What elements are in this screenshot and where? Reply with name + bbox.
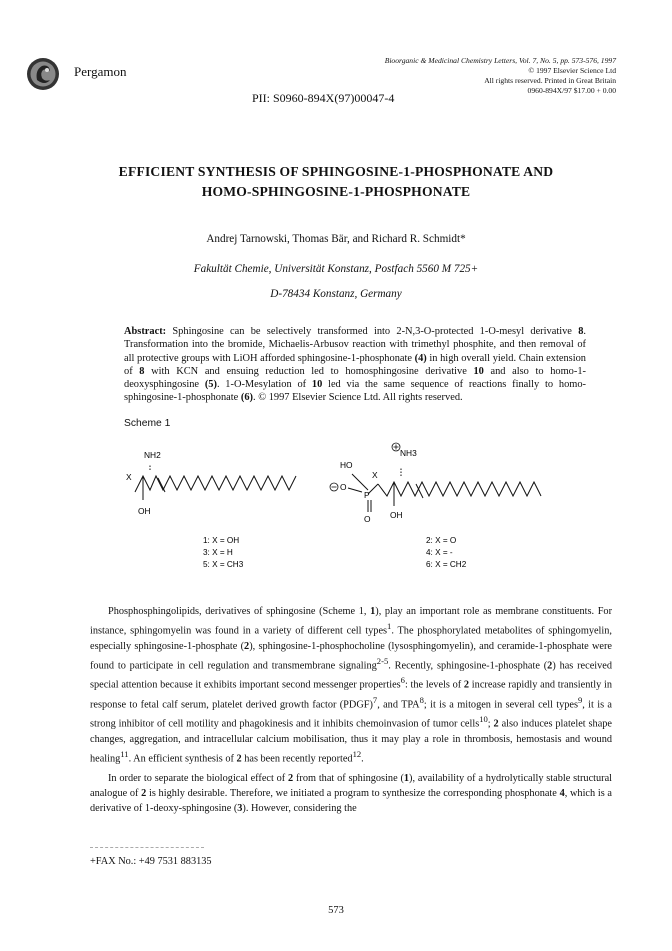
footnote-divider	[90, 847, 204, 848]
text: Phosphosphingolipids, derivatives of sphingosine (Scheme 1,	[108, 606, 371, 617]
rights-line: All rights reserved. Printed in Great Britain	[484, 76, 616, 85]
compound-label: 4: X = -	[426, 548, 453, 557]
compound-ref: (4)	[414, 352, 427, 364]
abstract	[124, 325, 586, 405]
compound-ref: 2	[288, 773, 294, 784]
text: , it is a strong inhibitor of cell motility and phagokinesis and it inhibits chemoinvasion of tumor cells	[90, 699, 612, 730]
compound-ref: 2	[463, 679, 470, 691]
author-list: Andrej Tarnowski, Thomas Bär, and Richard R. Schmidt*	[206, 233, 466, 245]
abstract-text: Sphingosine can be selectively transformed into 2-N,3-O-protected 1-O-mesyl derivative	[166, 326, 579, 337]
journal-citation: Bioorganic & Medicinal Chemistry Letters, Vol. 7, No. 5, pp. 573-576, 1997	[384, 56, 616, 65]
text: ). However, considering the	[242, 803, 357, 815]
compound-ref: 4	[559, 788, 565, 800]
publisher-name: Pergamon	[74, 64, 127, 79]
text: . Recently, sphingosine-1-phosphate (	[388, 660, 548, 672]
scheme-1-structures	[100, 442, 580, 582]
abstract-text: with KCN and ensuing reduction led to homosphingosine derivative	[144, 365, 474, 377]
citation: 1	[387, 621, 392, 632]
text: has been recently reported	[241, 753, 353, 765]
text: In order to separate the biological effect of	[108, 773, 289, 784]
phosphorus-label: P	[364, 490, 370, 500]
nh2-text: NH2	[144, 450, 161, 460]
compound-label: 2: X = O	[426, 536, 457, 545]
text: , and TPA	[377, 699, 420, 711]
x-substituent-label-right: X	[372, 470, 378, 480]
compound-ref: 2	[547, 660, 553, 672]
abstract-text: . 1-O-Mesylation of	[216, 379, 312, 391]
x-substituent-label: X	[126, 472, 132, 482]
compound-ref: 1	[370, 606, 376, 617]
text: is highly desirable. Therefore, we initiated a program to synthesize the corresponding phosphonate	[146, 788, 560, 800]
copyright-line: © 1997 Elsevier Science Ltd	[528, 66, 616, 75]
affiliation-line-2: D-78434 Konstanz, Germany	[270, 288, 402, 300]
compound-ref: (5)	[204, 379, 217, 391]
citation: 9	[577, 694, 583, 705]
text: . The phosphorylated metabolites of sphingomyelin, especially sphingosine-1-phosphate (	[90, 625, 612, 652]
paper-title-line-1: EFFICIENT SYNTHESIS OF SPHINGOSINE-1-PHOSPHONATE AND	[118, 164, 554, 179]
abstract-text: in high overall yield. Chain extension of	[124, 352, 586, 377]
text: ), availability of a hydrolytically stable structural analogue of	[90, 773, 613, 800]
text: increase rapidly and transiently in response to fetal calf serum, platelet derived growth factor (PDGF)	[90, 679, 612, 711]
ho-label: HO	[340, 460, 353, 470]
pergamon-logo	[25, 56, 61, 92]
text: ) has received special attention because it exhibits important second messenger properties	[90, 660, 612, 691]
compound-ref: 8	[139, 365, 145, 377]
oxo-label: O	[364, 514, 371, 524]
o-minus-label: O	[340, 482, 347, 492]
text: also induces platelet shape changes, aggregation, and intracellular calcium mobilisation, thus it may play a role in thrombosis, hemostasis and wound healing	[90, 718, 612, 765]
compound-label: 6: X = CH2	[426, 560, 467, 569]
pii-identifier: PII: S0960-894X(97)00047-4	[252, 91, 395, 105]
text: ;	[487, 718, 494, 730]
compound-ref: (6)	[240, 392, 254, 404]
journal-meta	[385, 56, 616, 96]
compound-label: 3: X = H	[203, 548, 233, 557]
compound-ref: 2	[244, 640, 250, 652]
price-line: 0960-894X/97 $17.00 + 0.00	[527, 86, 616, 95]
compound-label: 1: X = OH	[203, 536, 240, 545]
compound-ref: 8	[578, 326, 584, 337]
text: , which is a derivative of 1-deoxy-sphingosine (	[90, 788, 612, 815]
compound-ref: 3	[237, 803, 243, 815]
compound-ref: 2	[141, 788, 147, 800]
text: . An efficient synthesis of	[128, 753, 237, 765]
citation: 12	[352, 748, 362, 759]
text: .	[361, 753, 364, 765]
citation: 8	[419, 694, 424, 705]
citation: 2-5	[376, 655, 389, 666]
paper-title-line-2: HOMO-SPHINGOSINE-1-PHOSPHONATE	[201, 184, 471, 199]
compound-ref: 2	[236, 753, 242, 765]
compound-ref: 10	[473, 365, 484, 377]
compound-ref: 1	[403, 773, 410, 784]
text: ), play an important role as membrane constituents. For instance, sphingomyelin was found in a variety of different cell types	[90, 606, 613, 637]
text: from that of sphingosine (	[293, 773, 404, 784]
footnote-fax: +FAX No.: +49 7531 883135	[90, 856, 212, 867]
text: : the levels of	[404, 679, 464, 691]
abstract-text: and also to homo-1-deoxysphingosine	[124, 365, 586, 391]
body-paragraph-2	[90, 771, 612, 816]
body-paragraph-1	[90, 604, 612, 766]
text: ; it is a mitogen in several cell types	[423, 699, 578, 711]
compound-ref: 10	[311, 379, 323, 391]
text: ), sphingosine-1-phosphocholine (lysosphingomyelin), and ceramide-1-phosphate were found to participate in cell regulation and transmembrane signaling	[90, 640, 612, 672]
citation: 11	[120, 748, 129, 759]
citation: 6	[400, 675, 405, 686]
compound-label: 5: X = CH3	[203, 560, 244, 569]
compound-ref: 2	[493, 718, 499, 730]
citation: 10	[479, 714, 488, 725]
affiliation-line-1: Fakultät Chemie, Universität Konstanz, Postfach 5560 M 725+	[193, 263, 479, 275]
hydroxyl-label: OH	[138, 506, 151, 516]
page-number: 573	[328, 905, 344, 916]
abstract-text: led via the same sequence of reactions finally to homo-sphingosine-1-phosphonate	[124, 379, 587, 404]
scheme-title: Scheme 1	[124, 418, 171, 429]
ammonium-label: NH3	[400, 448, 417, 458]
hydroxyl-label-right: OH	[390, 510, 403, 520]
citation: 7	[372, 694, 378, 705]
abstract-text: . © 1997 Elsevier Science Ltd. All rights reserved.	[253, 392, 463, 404]
abstract-text: . Transformation into the bromide, Michaelis-Arbusov reaction with trimethyl phosphite, and then removal of all protective groups with LiOH afforded sphingosine-1-phosphonate	[124, 326, 586, 364]
abstract-label: Abstract:	[124, 326, 167, 337]
amine-label	[144, 450, 161, 460]
